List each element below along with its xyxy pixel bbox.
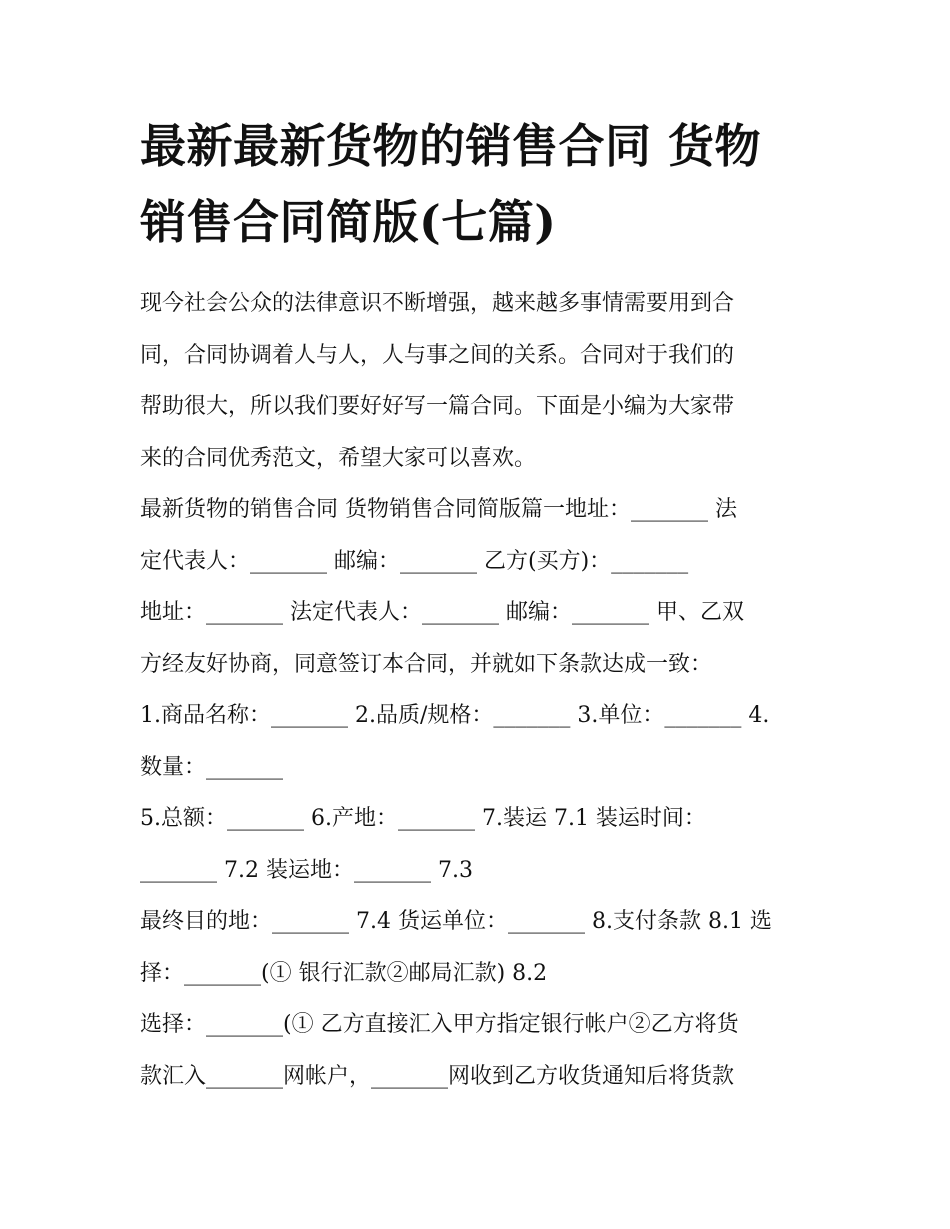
title-line: 销售合同简版(七篇): [140, 195, 557, 249]
payment-paragraph: [140, 896, 820, 999]
document-title: [140, 108, 820, 260]
contract-terms-paragraph: [140, 587, 820, 793]
text-line: 1.商品名称：_______ 2.品质/规格：_______ 3.单位：_______ 4.: [140, 703, 770, 728]
text-line: 款汇入_______网帐户，_______网收到乙方收货通知后将货款: [140, 1063, 735, 1089]
text-line: 定代表人：_______ 邮编：_______ 乙方(买方)：_______: [140, 548, 689, 574]
text-line: 数量：_______: [140, 754, 284, 780]
text-line: 地址：_______ 法定代表人：_______ 邮编：_______ 甲、乙双: [140, 600, 744, 625]
payment-option-paragraph: [140, 999, 820, 1102]
text-line: 选择：_______(① 乙方直接汇入甲方指定银行帐户②乙方将货: [140, 1012, 739, 1037]
title-line: 最新最新货物的销售合同 货物: [140, 119, 762, 173]
intro-paragraph: [140, 278, 820, 484]
text-line: 最终目的地：_______ 7.4 货运单位：_______ 8.支付条款 8.1 选: [140, 909, 772, 934]
shipment-paragraph: [140, 793, 820, 896]
text-line: 最新货物的销售合同 货物销售合同简版篇一地址：_______ 法: [140, 497, 737, 522]
text-line: _______ 7.2 装运地：_______ 7.3: [140, 857, 473, 883]
text-line: 现今社会公众的法律意识不断增强，越来越多事情需要用到合: [140, 291, 735, 316]
text-line: 帮助很大，所以我们要好好写一篇合同。下面是小编为大家带: [140, 394, 735, 419]
text-line: 5.总额：_______ 6.产地：_______ 7.装运 7.1 装运时间：: [140, 806, 706, 831]
text-line: 择：_______(① 银行汇款②邮局汇款) 8.2: [140, 960, 548, 986]
text-line: 方经友好协商，同意签订本合同，并就如下条款达成一致：: [140, 651, 713, 677]
document-body: [140, 278, 820, 1102]
text-line: 来的合同优秀范文，希望大家可以喜欢。: [140, 445, 537, 471]
text-line: 同，合同协调着人与人，人与事之间的关系。合同对于我们的: [140, 342, 735, 368]
contract-parties-paragraph: [140, 484, 820, 587]
